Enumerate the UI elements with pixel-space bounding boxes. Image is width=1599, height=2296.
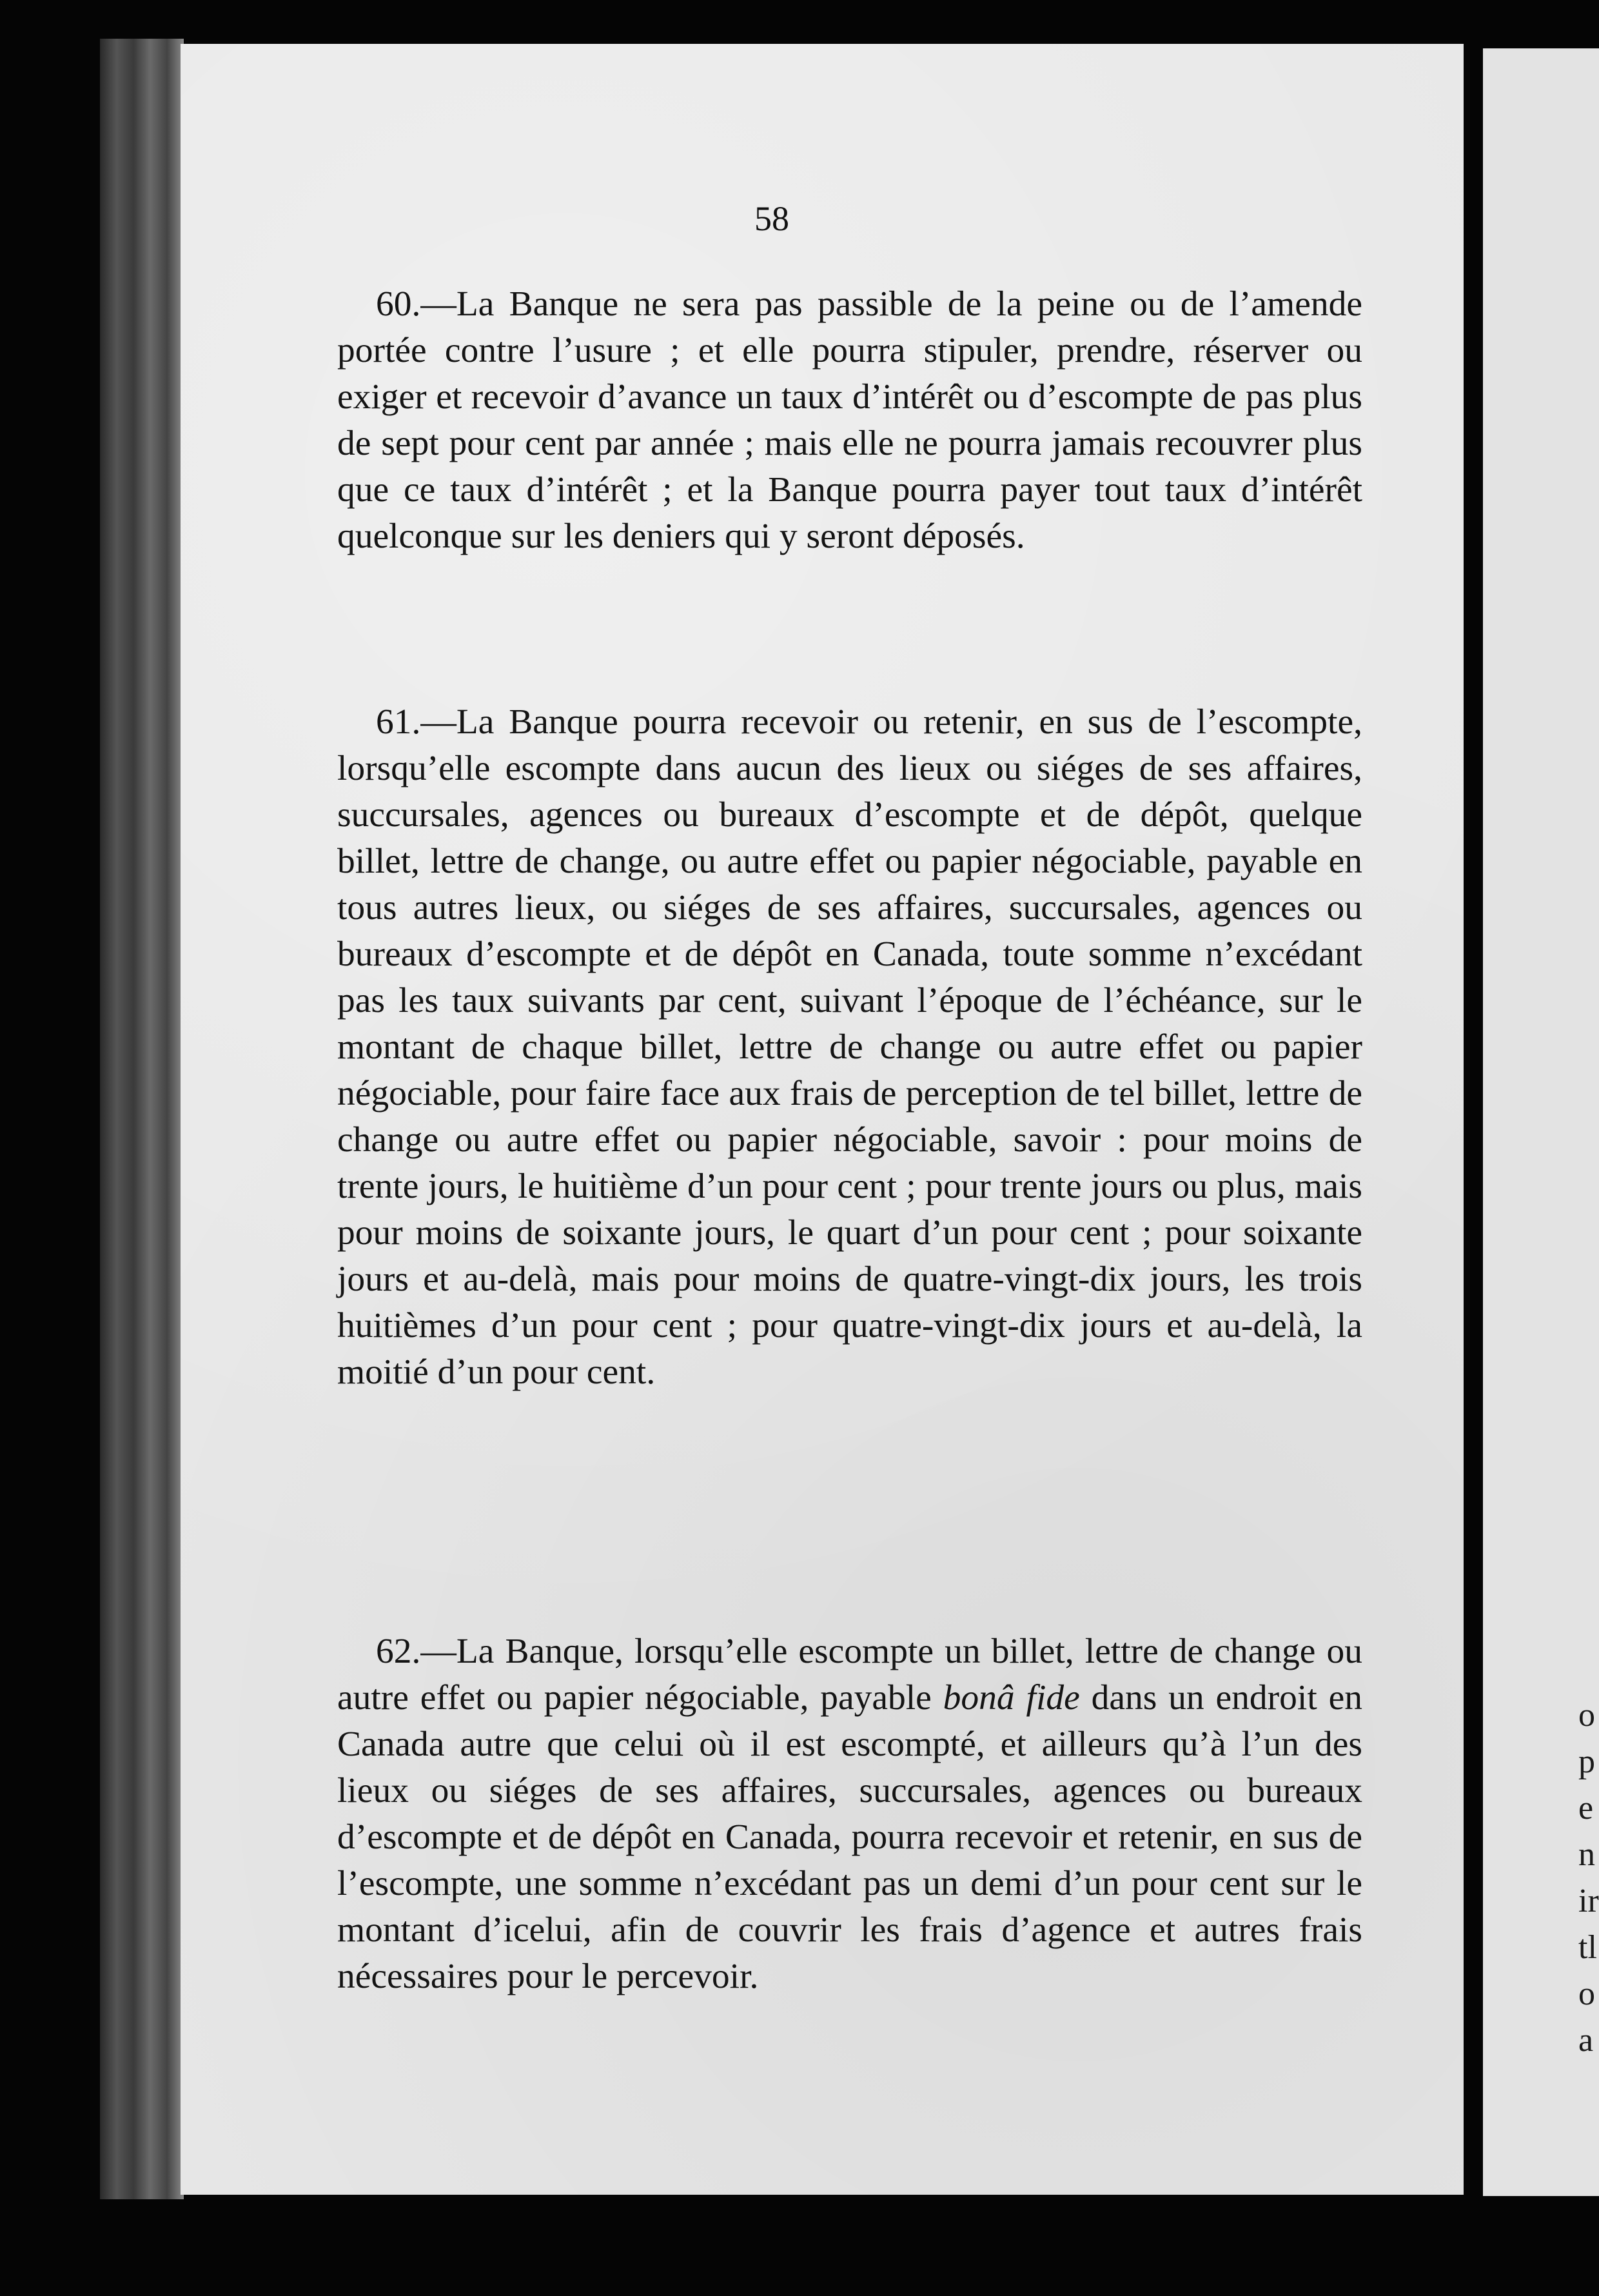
article-62-italic-phrase: bonâ fide — [943, 1678, 1080, 1717]
facing-page-letter: o — [1578, 1975, 1595, 2012]
page-stack-edge — [100, 39, 184, 2199]
facing-page-letter: n — [1578, 1836, 1595, 1873]
article-60-text: 60.—La Banque ne sera pas passible de la peine ou de l’amende portée contre l’usure ; et elle pourra stipuler, prendre, réserver ou exiger et recevoir d’avance un taux d’intérêt ou d’escompte de pas plus de sept pour cent par année ; mais elle ne pourra jamais recouvrer plus que ce taux d’intérêt ; et la Banque pourra payer tout taux d’intérêt quelconque sur les deniers qui y seront déposés. — [337, 284, 1362, 556]
page-number: 58 — [754, 199, 789, 238]
article-62-text-end: dans un endroit en Canada autre que celui où il est escompté, et ailleurs qu’à l’un des lieux ou siéges de ses affaires, succursales, agences ou bureaux d’escompte et de dépôt en Canada, pourra recevoir et retenir, en sus de l’escompte, une somme n’excédant pas un demi d’un pour cent sur le montant d’icelui, afin de couvrir les frais d’agence et autres frais nécessaires pour le percevoir. — [337, 1678, 1362, 1996]
article-62 — [337, 1628, 1362, 2000]
article-62-text-start: 62.—La Banque, lorsqu’elle escompte un billet, lettre de change ou autre effet ou papier négociable, payable — [337, 1632, 1362, 1717]
article-61 — [337, 699, 1362, 1396]
facing-page-letter: tl — [1578, 1929, 1597, 1966]
facing-page-letter: p — [1578, 1743, 1595, 1780]
article-62-text — [337, 1628, 1362, 2000]
facing-page-letter: a — [1578, 2022, 1594, 2059]
article-61-text: 61.—La Banque pourra recevoir ou retenir, en sus de l’escompte, lorsqu’elle escompte dans aucun des lieux ou siéges de ses affaires, succursales, agences ou bureaux d’escompte et de dépôt, quelque billet, lettre de change, ou autre effet ou papier négociable, payable en tous autres lieux, ou siéges de ses affaires, succursales, agences ou bureaux d’escompte et de dépôt en Canada, toute somme n’excédant pas les taux suivants par cent, suivant l’époque de l’échéance, sur le montant de chaque billet, lettre de change ou autre effet ou papier négociable, pour faire face aux frais de perception de tel billet, lettre de change ou autre effet ou papier négociable, savoir : pour moins de trente jours, le huitième d’un pour cent ; pour trente jours ou plus, mais pour moins de soixante jours, le quart d’un pour cent ; pour soixante jours et au-delà, mais pour moins de quatre-vingt-dix jours, les trois huitièmes d’un pour cent ; pour quatre-vingt-dix jours et au-delà, la moitié d’un pour cent. — [337, 702, 1362, 1392]
facing-page-letter: e — [1578, 1790, 1594, 1826]
article-60 — [337, 281, 1362, 560]
facing-page-fragment — [1483, 48, 1599, 2196]
facing-page-letter: o — [1578, 1697, 1595, 1734]
facing-page-letter: ir — [1578, 1883, 1599, 1919]
